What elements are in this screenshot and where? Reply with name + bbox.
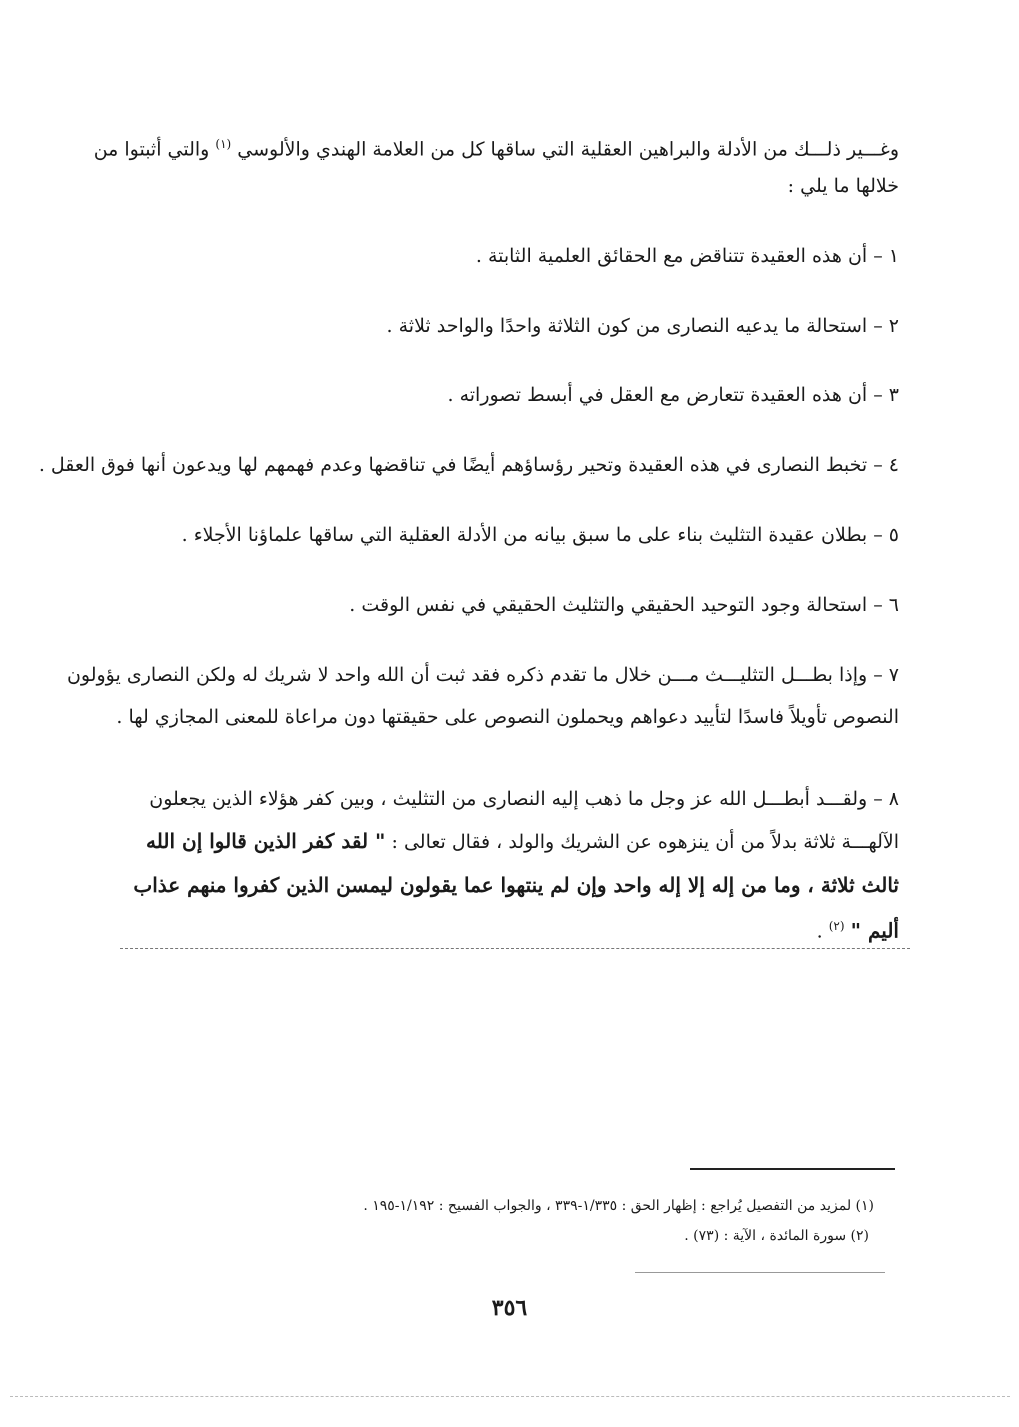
point-5: ٥ – بطلان عقيدة التثليث بناء على ما سبق بيانه من الأدلة العقلية التي ساقها علماؤنا الأجلاء . <box>181 524 899 546</box>
point-8-text: الآلهـــة ثلاثة بدلاً من أن ينزهوه عن الشريك والولد ، فقال تعالى : <box>391 831 899 853</box>
point-8-end: . <box>816 920 823 943</box>
point-2: ٢ – استحالة ما يدعيه النصارى من كون الثلاثة واحدًا والواحد ثلاثة . <box>386 315 899 337</box>
point-1: ١ – أن هذه العقيدة تتناقض مع الحقائق العلمية الثابتة . <box>475 245 899 267</box>
footnote-ref-1[interactable]: (١) <box>215 137 232 151</box>
point-3: ٣ – أن هذه العقيدة تتعارض مع العقل في أبسط تصوراته . <box>447 384 899 406</box>
footnote-1: (١) لمزيد من التفصيل يُراجع : إظهار الحق : ١/٣٣٥-٣٣٩ ، والجواب الفسيح : ١/١٩٢-١٩٥ . <box>363 1198 874 1214</box>
point-7-line-1: ٧ – وإذا بطـــل التثليـــث مـــن خلال ما تقدم ذكره فقد ثبت أن الله واحد لا شريك له ولكن النصارى يؤولون <box>66 664 899 686</box>
footnote-2: (٢) سورة المائدة ، الآية : (٧٣) . <box>684 1228 869 1244</box>
footnote-separator <box>690 1168 895 1170</box>
intro-line-2: خلالها ما يلي : <box>787 175 899 197</box>
intro-text-end: والتي أثبتوا من <box>93 138 210 161</box>
page-number: ٣٥٦ <box>491 1295 528 1321</box>
point-4: ٤ – تخبط النصارى في هذه العقيدة وتحير رؤساؤهم أيضًا في تناقضها وعدم فهمهم لها ويدعون أنها فوق العقل . <box>38 454 899 476</box>
point-7-line-2: النصوص تأويلاً فاسدًا لتأييد دعواهم ويحملون النصوص على حقيقتها دون مراعاة للمعنى المجازي لها . <box>116 706 899 728</box>
scan-edge-line <box>10 1396 1010 1397</box>
point-6: ٦ – استحالة وجود التوحيد الحقيقي والتثليث الحقيقي في نفس الوقت . <box>349 594 899 616</box>
scan-artifact-line <box>120 948 910 949</box>
footnote-underline <box>635 1272 885 1273</box>
quran-quote-line: ثالث ثلاثة ، وما من إله إلا إله واحد وإن لم ينتهوا عما يقولون ليمسن الذين كفروا منهم عذاب <box>133 873 899 897</box>
quran-quote-start: " لقد كفر الذين قالوا إن الله <box>146 829 386 853</box>
point-8-line-2 <box>146 827 899 856</box>
intro-line-1 <box>93 130 899 163</box>
point-8-line-1: ٨ – ولقـــد أبطـــل الله عز وجل ما ذهب إليه النصارى من التثليث ، وبين كفر هؤلاء الذين يجعلون <box>149 788 899 810</box>
quran-quote-end: أليم " <box>850 918 899 943</box>
footnote-ref-2[interactable]: (٢) <box>828 919 845 933</box>
intro-text: وغـــير ذلـــك من الأدلة والبراهين العقلية التي ساقها كل من العلامة الهندي والألوسي <box>237 138 899 161</box>
point-8-line-4 <box>200 912 899 945</box>
